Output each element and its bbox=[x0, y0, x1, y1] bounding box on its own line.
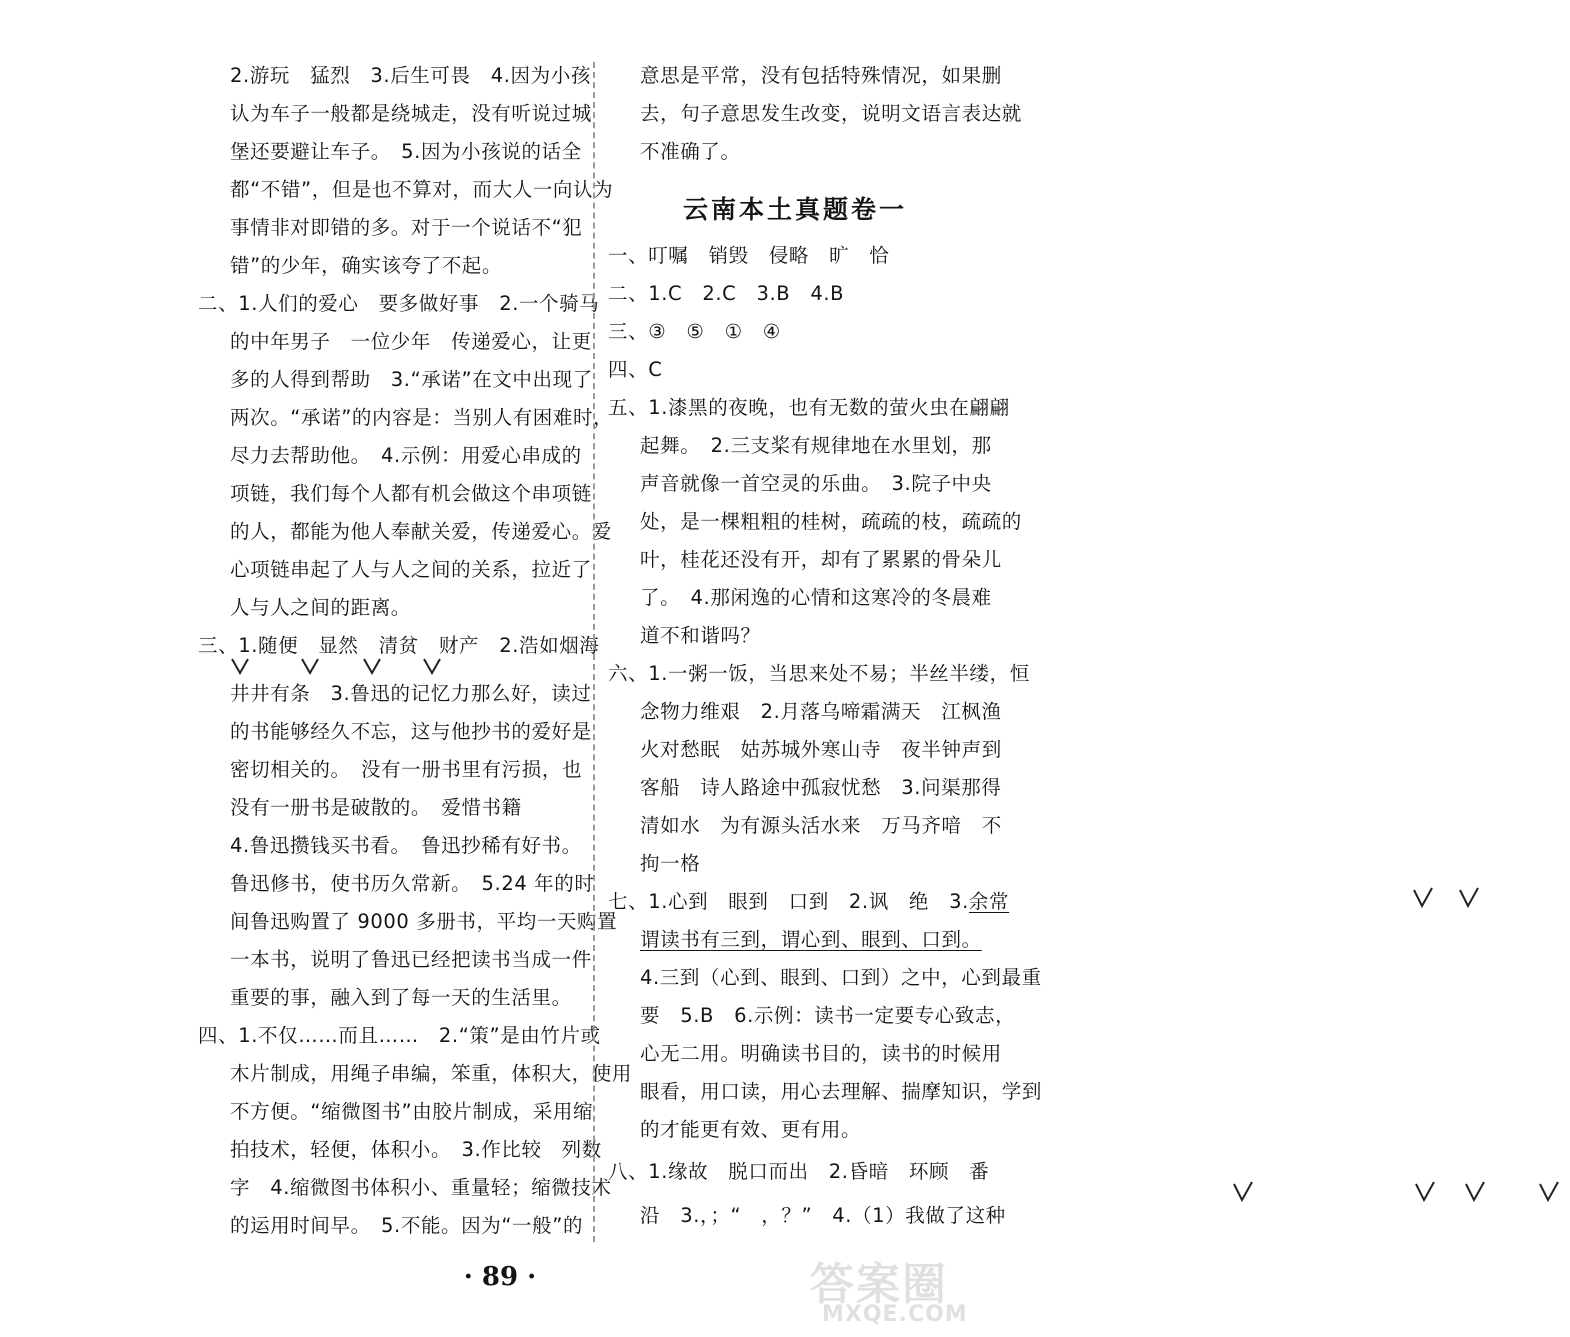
page-number: · 89 · bbox=[463, 1262, 537, 1292]
watermark-logo bbox=[800, 1248, 990, 1333]
text-line: 念物力维艰 2.月落乌啼霜满天 江枫渔 bbox=[640, 700, 1002, 723]
watermark-url: MXQE.COM bbox=[822, 1302, 968, 1327]
text-line: 认为车子一般都是绕城走，没有听说过城 bbox=[230, 102, 592, 125]
text-line: 三、③ ⑤ ① ④ bbox=[608, 320, 781, 343]
text-line bbox=[608, 890, 1009, 914]
section-title: 云南本土真题卷一 bbox=[682, 195, 907, 224]
text-line: 火对愁眠 姑苏城外寒山寺 夜半钟声到 bbox=[640, 738, 1002, 761]
text-line: 两次。“承诺”的内容是：当别人有困难时， bbox=[230, 406, 614, 429]
check-marks bbox=[1412, 886, 1502, 910]
text-line: 八、1.缘故 脱口而出 2.昏暗 环顾 番 bbox=[608, 1160, 990, 1183]
text-line: 不方便。“缩微图书”由胶片制成，采用缩 bbox=[230, 1100, 594, 1123]
text-line: 不准确了。 bbox=[640, 140, 741, 163]
text-line: 三、1.随便 显然 清贫 财产 2.浩如烟海 bbox=[198, 634, 600, 657]
text-line: 错”的少年，确实该夸了不起。 bbox=[230, 254, 503, 277]
text-line: 字 4.缩微图书体积小、重量轻；缩微技术 bbox=[230, 1176, 612, 1199]
text-line: 一、叮嘱 销毁 侵略 旷 恰 bbox=[608, 244, 890, 267]
text-line: 重要的事，融入到了每一天的生活里。 bbox=[230, 986, 572, 1009]
text-line: 4.三到（心到、眼到、口到）之中，心到最重 bbox=[640, 966, 1042, 989]
text-line: 的中年男子 一位少年 传递爱心，让更 bbox=[230, 330, 592, 353]
text-line: 二、1.人们的爱心 要多做好事 2.一个骑马 bbox=[198, 292, 600, 315]
text-line: 处，是一棵粗粗的桂树，疏疏的枝，疏疏的 bbox=[640, 510, 1022, 533]
text-line: 六、1.一粥一饭，当思来处不易；半丝半缕，恒 bbox=[608, 662, 1030, 685]
text-line: 的人，都能为他人奉献关爱，传递爱心。爱 bbox=[230, 520, 612, 543]
text-line: 四、1.不仅……而且…… 2.“策”是由竹片或 bbox=[198, 1024, 601, 1047]
text-line: 叶，桂花还没有开，却有了累累的骨朵儿 bbox=[640, 548, 1002, 571]
text-line: 一本书，说明了鲁迅已经把读书当成一件 bbox=[230, 948, 592, 971]
text-line: 心无二用。明确读书目的，读书的时候用 bbox=[640, 1042, 1002, 1065]
text-line: 的才能更有效、更有用。 bbox=[640, 1118, 862, 1141]
text-line: 要 5.B 6.示例：读书一定要专心致志， bbox=[640, 1004, 1016, 1027]
text-line: 鲁迅修书，使书历久常新。 5.24 年的时 bbox=[230, 872, 595, 895]
text-line: 的书能够经久不忘，这与他抄书的爱好是 bbox=[230, 720, 592, 743]
watermark-text: 答案圈 bbox=[810, 1259, 948, 1310]
text-line: 密切相关的。 没有一册书里有污损，也 bbox=[230, 758, 583, 781]
text-line: 了。 4.那闲逸的心情和这寒冷的冬晨难 bbox=[640, 586, 992, 609]
text-line: 道不和谐吗？ bbox=[640, 624, 761, 647]
text-line: 拍技术，轻便，体积小。 3.作比较 列数 bbox=[230, 1138, 602, 1161]
text-line: 去，句子意思发生改变，说明文语言表达就 bbox=[640, 102, 1022, 125]
column-divider bbox=[593, 62, 595, 1242]
text-line: 尽力去帮助他。 4.示例：用爱心串成的 bbox=[230, 444, 582, 467]
text-line: 谓读书有三到，谓心到、眼到、口到。 bbox=[640, 928, 982, 951]
text-line: 4.鲁迅攒钱买书看。 鲁迅抄稀有好书。 bbox=[230, 834, 582, 857]
text-line: 事情非对即错的多。对于一个说话不“犯 bbox=[230, 216, 583, 239]
text-span: 七、1.心到 眼到 口到 2.讽 绝 3. bbox=[608, 890, 969, 913]
text-line: 拘一格 bbox=[640, 852, 701, 875]
text-line: 2.游玩 猛烈 3.后生可畏 4.因为小孩 bbox=[230, 64, 591, 87]
text-line: 堡还要避让车子。 5.因为小孩说的话全 bbox=[230, 140, 582, 163]
text-line: 心项链串起了人与人之间的关系，拉近了 bbox=[230, 558, 592, 581]
text-line: 声音就像一首空灵的乐曲。 3.院子中央 bbox=[640, 472, 992, 495]
text-line: 多的人得到帮助 3.“承诺”在文中出现了 bbox=[230, 368, 593, 391]
text-line: 眼看，用口读，用心去理解、揣摩知识，学到 bbox=[640, 1080, 1043, 1103]
text-line: 木片制成，用绳子串编，笨重，体积大，使用 bbox=[230, 1062, 633, 1085]
text-line: 起舞。 2.三支桨有规律地在水里划，那 bbox=[640, 434, 992, 457]
text-line: 四、C bbox=[608, 358, 663, 381]
text-line: 清如水 为有源头活水来 万马齐喑 不 bbox=[640, 814, 1002, 837]
check-marks bbox=[228, 655, 468, 677]
text-line: 都“不错”，但是也不算对，而大人一向认为 bbox=[230, 178, 614, 201]
text-line: 二、1.C 2.C 3.B 4.B bbox=[608, 282, 845, 305]
text-line: 意思是平常，没有包括特殊情况，如果删 bbox=[640, 64, 1002, 87]
text-line: 井井有条 3.鲁迅的记忆力那么好，读过 bbox=[230, 682, 592, 705]
text-line: 的运用时间早。 5.不能。因为“一般”的 bbox=[230, 1214, 584, 1237]
check-marks bbox=[1230, 1178, 1570, 1204]
text-line: 沿 3.，；“ ，？” 4.（1）我做了这种 bbox=[640, 1204, 1006, 1227]
text-line: 项链，我们每个人都有机会做这个串项链 bbox=[230, 482, 592, 505]
text-line: 五、1.漆黑的夜晚，也有无数的萤火虫在翩翩 bbox=[608, 396, 1010, 419]
text-line: 客船 诗人路途中孤寂忧愁 3.问渠那得 bbox=[640, 776, 1002, 799]
text-line: 没有一册书是破散的。 爱惜书籍 bbox=[230, 796, 522, 819]
text-line: 人与人之间的距离。 bbox=[230, 596, 411, 619]
underlined-text: 余常 bbox=[968, 890, 1010, 913]
text-line: 间鲁迅购置了 9000 多册书，平均一天购置 bbox=[230, 910, 618, 933]
